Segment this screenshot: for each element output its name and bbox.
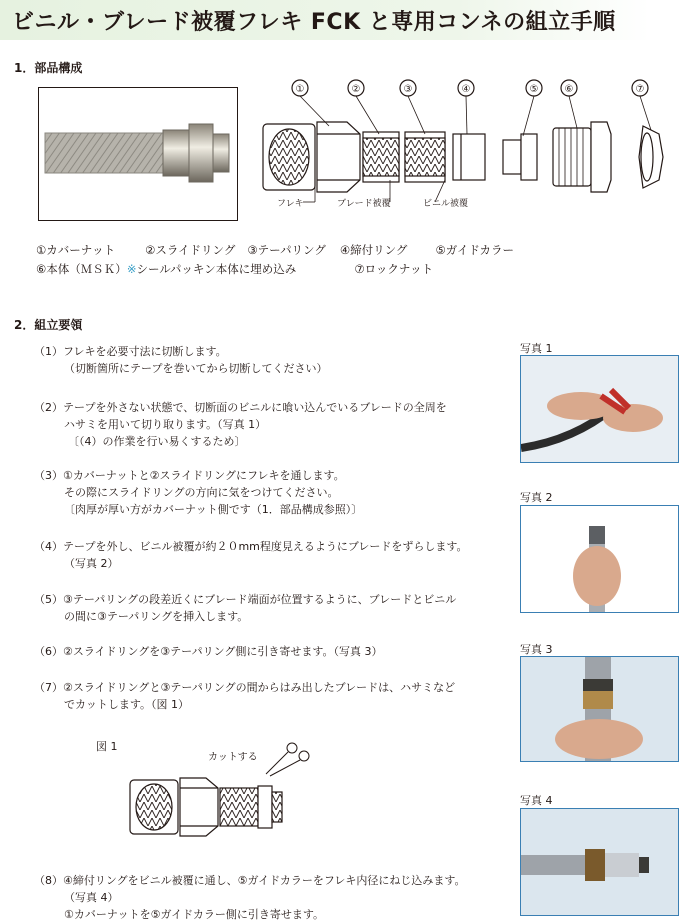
step-3	[34, 467, 362, 518]
legend-row-1	[36, 242, 514, 258]
legend-item-5: ⑤ガイドカラー	[435, 243, 515, 257]
step-line: 〔肉厚が厚い方がカバーナット側です（1．部品構成参照）〕	[64, 503, 363, 516]
step-line: （5）③テーパリングの段差近くにブレード端面が位置するように、ブレードとビニル	[34, 593, 457, 606]
step-6	[34, 643, 383, 660]
legend-row-2	[36, 261, 433, 277]
photo-2	[520, 505, 679, 613]
callout-4: ④	[461, 84, 471, 95]
legend-item-4: ④締付リング	[339, 243, 408, 257]
legend-item-6: ⑥本体（ＭＳＫ）	[36, 262, 127, 276]
photo-1	[520, 355, 679, 463]
page-title: ビニル・ブレード被覆フレキ FCK と専用コンネの組立手順	[12, 10, 616, 35]
step-line: （1）フレキを必要寸法に切断します。	[34, 345, 227, 358]
callout-2: ②	[351, 84, 361, 95]
braided-hose-photo	[39, 88, 237, 220]
section1-heading: 1．部品構成	[14, 61, 83, 75]
exploded-parts-diagram	[255, 76, 675, 216]
figure-1-cut-label: カットする	[208, 752, 258, 763]
parts-photo	[38, 87, 238, 221]
figure-1-label: 図 1	[96, 740, 118, 753]
step-line: （8）④締付リングをビニル被覆に通し、⑤ガイドカラーをフレキ内径にねじ込みます。	[34, 874, 466, 887]
photo-3-caption: 写真 3	[520, 643, 553, 656]
step-1	[34, 343, 327, 377]
step-7	[34, 679, 455, 713]
photo-3-image	[521, 657, 678, 761]
photo-1-image	[521, 356, 678, 462]
legend-item-6-note: シールパッキン本体に埋め込み	[136, 262, 297, 276]
step-line: （2）テープを外さない状態で、切断面のビニルに喰い込んでいるブレードの全周を	[34, 401, 447, 414]
step-line: の間に③テーパリングを挿入します。	[64, 610, 249, 623]
label-vinyl: ビニル被覆	[423, 199, 469, 209]
figure-1-diagram	[124, 738, 314, 838]
step-line: （7）②スライドリングと③テーパリングの間からはみ出したブレードは、ハサミなど	[34, 681, 456, 694]
photo-1-caption: 写真 1	[520, 342, 553, 355]
step-line: 〔（4）の作業を行い易くするため〕	[68, 435, 246, 448]
legend-item-1: ①カバーナット	[36, 243, 116, 257]
step-line: （3）①カバーナットと②スライドリングにフレキを通します。	[34, 469, 345, 482]
step-line: その際にスライドリングの方向に気をつけてください。	[64, 486, 339, 499]
photo-2-image	[521, 506, 678, 612]
legend-item-3: ③テーパリング	[247, 243, 326, 257]
callout-6: ⑥	[564, 84, 574, 95]
step-line: （4）テープを外し、ビニル被覆が約２０mm程度見えるようにブレードをずらします。	[34, 540, 468, 553]
step-2	[34, 399, 447, 450]
note-mark: ※	[126, 262, 137, 276]
step-line: ハサミを用いて切り取ります。（写真 1）	[64, 418, 267, 431]
step-8	[34, 872, 466, 923]
step-line: （写真 4）	[64, 891, 119, 904]
photo-4-caption: 写真 4	[520, 794, 553, 807]
callout-5: ⑤	[529, 84, 539, 95]
step-4	[34, 538, 468, 572]
photo-4-image	[521, 809, 678, 915]
callout-1: ①	[295, 84, 305, 95]
step-5	[34, 591, 456, 625]
photo-4	[520, 808, 679, 916]
photo-3	[520, 656, 679, 762]
step-line: （写真 2）	[64, 557, 119, 570]
label-flexi: フレキ	[277, 199, 304, 209]
callout-7: ⑦	[635, 84, 645, 95]
step-line: ①カバーナットを⑤ガイドカラー側に引き寄せます。	[64, 908, 324, 921]
label-braid: ブレード被覆	[337, 199, 391, 209]
callout-3: ③	[403, 84, 413, 95]
photo-2-caption: 写真 2	[520, 491, 553, 504]
legend-item-2: ②スライドリング	[145, 243, 236, 257]
step-line: でカットします。（図 1）	[64, 698, 190, 711]
legend-item-7: ⑦ロックナット	[354, 262, 434, 276]
step-line: （6）②スライドリングを③テーパリング側に引き寄せます。（写真 3）	[34, 645, 383, 658]
section2-heading: 2．組立要領	[14, 318, 83, 332]
step-line: （切断箇所にテープを巻いてから切断してください）	[64, 362, 328, 375]
